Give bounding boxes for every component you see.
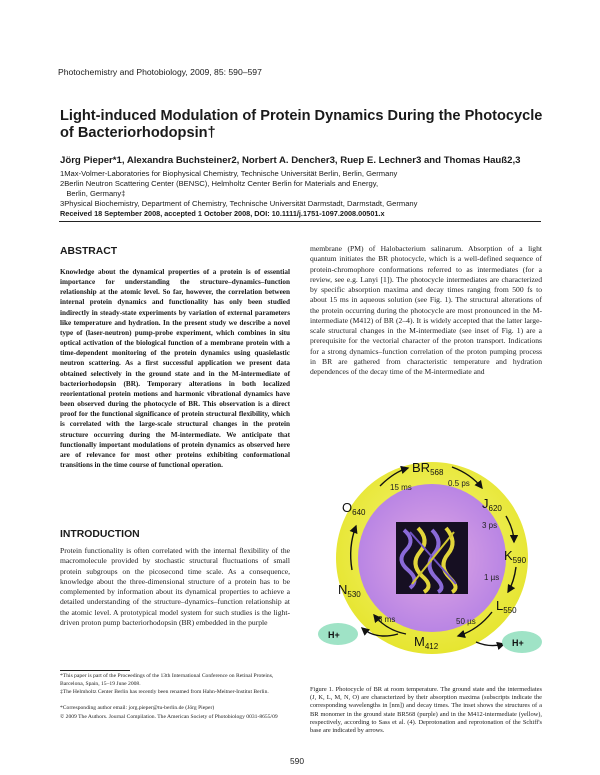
abstract-text: Knowledge about the dynamical properties of a protein is of essential importance for understanding the structure–dynamics–function relationship at the atomic level. So far, however, the correlation between internal protein dynamics and functionality has only been studied indirectly in steady-state experiments by variation of external parameters like temperature and hydration. In the present study we describe a novel type of (laser-neutron) pump-probe experiment, which combines in situ optical activation of the biological function of a membrane protein with a time-dependent monitoring of the protein dynamics using quasielastic neutron scattering. As a first successful application we present data obtained selectively in the ground state and in the M-intermediate of bacteriorhodopsin (BR). Temporary alterations in both localized reorientational protein motions and harmonic vibrational dynamics have been observed during the photocycle of BR. This observation is a direct proof for the functional significance of protein structural flexibility, which is correlated with the large-scale structural changes in the protein structure occurring during the M-intermediate. We anticipate that functionally important modulations of protein dynamics as observed here are of relevance for most other proteins exhibiting conformational transitions in the time course of functional operation. <box>60 268 290 469</box>
footnote-corresponding: *Corresponding author email: jorg.pieper@tu-berlin.de (Jörg Pieper) <box>60 705 215 711</box>
photocycle-figure <box>306 452 546 682</box>
node-br: $BR_{568}$ <box>412 460 444 477</box>
node-k: $K_{590}$ <box>504 548 527 565</box>
footnote-copyright: © 2009 The Authors. Journal Compilation. The American Society of Photobiology 0031-8655/09 <box>60 714 278 720</box>
node-j: $J_{620}$ <box>482 496 502 513</box>
figure-caption: Figure 1. Photocycle of BR at room temperature. The ground state and the intermediates (J, K, L, M, N, O) are characterized by their absorption maxima (subscripts indicate the corresponding wavelengths in [nm]) and decay times. The inset shows the structures of a BR monomer in the ground state BR568 (purple) and in the M412-intermediate (yellow), respectively, according to Sass et al. (4). Deprotonation and reprotonation of the Schiff's base are indicated by arrows. <box>310 686 542 735</box>
footnote-rule <box>60 670 130 671</box>
author-list: Jörg Pieper*1, Alexandra Buchsteiner2, Norbert A. Dencher3, Ruep E. Lechner3 and Thomas Hauß2,3 <box>60 155 521 166</box>
node-o: $O_{640}$ <box>342 500 366 517</box>
page-number: 590 <box>290 756 304 766</box>
abstract-heading: ABSTRACT <box>60 246 118 257</box>
affiliation-3: 3Physical Biochemistry, Department of Chemistry, Technische Universität Darmstadt, Darmstadt, Germany <box>60 199 418 208</box>
right-column-text: membrane (PM) of Halobacterium salinarum. Absorption of a light quantum initiates the BR photocycle, which is a well-defined sequence of protein-chromophore conformations referred to as intermediates (for a review, see e.g. Lanyi [1]). The photocycle intermediates are characterized by specific absorption maxima and decay times ranging from 500 fs to about 15 ms in aqueous solution (see Fig. 1). The structural alterations of the protein occurring during the photocycle are most pronounced in the M-intermediate (M412) of BR (2–4). It is widely accepted that the latter large-scale structural changes in the M-intermediate (see inset of Fig. 1) are a prerequisite for the vectorial character of the proton transport. Indications for a strong dynamics–function correlation of the proton pumping process in BR are gathered from characteristic temperature and hydration dependences of the decay time of the M-intermediate and <box>310 244 542 376</box>
proton-left-label: H+ <box>328 630 340 640</box>
affiliation-2: 2Berlin Neutron Scattering Center (BENSC), Helmholtz Center Berlin for Materials and Energy, <box>60 179 379 188</box>
introduction-heading: INTRODUCTION <box>60 529 140 540</box>
time-l-m: 50 µs <box>456 617 476 626</box>
proton-release-arrow <box>476 642 504 646</box>
proton-right-label: H+ <box>512 638 524 648</box>
introduction-text: Protein functionality is often correlated with the internal flexibility of the macromolecule provided by stochastic structural fluctuations of small protein subgroups on the picosecond time scale. As a consequence, knowledge about the three-dimensional structure of a protein has to be complemented by information about its dynamical properties to achieve a detailed understanding of the structure–dynamics–function relationship at the atomic level. A prototypical model system for such studies is the light-driven proton pump bacteriorhodopsin (BR) embedded in the purple <box>60 546 290 627</box>
node-n: $N_{530}$ <box>338 582 361 599</box>
time-j-k: 3 ps <box>482 521 498 530</box>
node-m: $M_{412}$ <box>414 634 439 651</box>
header-rule <box>59 221 541 222</box>
time-o-br: 15 ms <box>390 483 412 492</box>
protein-structure-inset <box>396 522 468 594</box>
time-br-j: 0.5 ps <box>448 479 470 488</box>
received-line: Received 18 September 2008, accepted 1 October 2008, DOI: 10.1111/j.1751-1097.2008.00501.x <box>60 209 385 218</box>
time-m-n: 3 ms <box>378 615 396 624</box>
time-k-l: 1 µs <box>484 573 500 582</box>
node-l: $L_{550}$ <box>496 598 517 615</box>
footnote-proceedings: *This paper is part of the Proceedings of the 13th International Conference on Retinal Proteins, Barcelona, Spain, 15–19 June 2008. <box>60 673 274 687</box>
footnote-helmholtz: ‡The Helmholtz Center Berlin has recently been renamed from Hahn-Meitner-Institut Berlin. <box>60 689 269 695</box>
article-title: Light-induced Modulation of Protein Dynamics During the Photocycle of Bacteriorhodopsin† <box>60 108 543 141</box>
affiliation-2-cont: Berlin, Germany‡ <box>60 189 126 198</box>
affiliation-1: 1Max-Volmer-Laboratories for Biophysical Chemistry, Technische Universität Berlin, Berlin, Germany <box>60 169 398 178</box>
journal-line: Photochemistry and Photobiology, 2009, 85: 590–597 <box>58 67 262 77</box>
